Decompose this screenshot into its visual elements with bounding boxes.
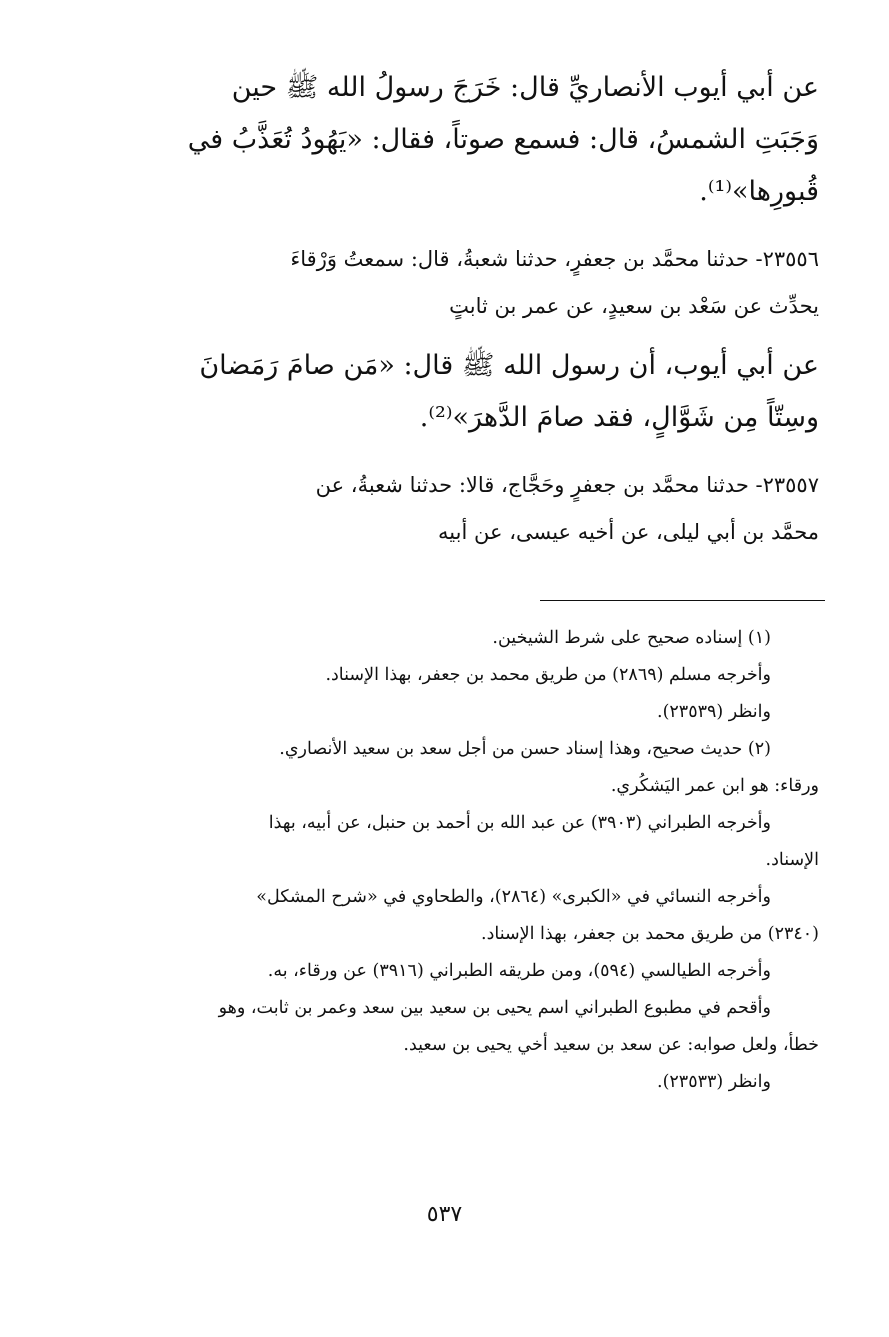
footnote-line: وأخرجه الطبراني (٣٩٠٣) عن عبد الله بن أحمد بن حنبل، عن أبيه، بهذا bbox=[268, 813, 771, 833]
footnote-line: وأخرجه النسائي في «الكبرى» (٢٨٦٤)، والطحاوي في «شرح المشكل» bbox=[256, 887, 771, 907]
footnotes bbox=[64, 620, 819, 1101]
footnote-line: وانظر (٢٣٥٣٩). bbox=[657, 702, 771, 722]
footnote-line: ورقاء: هو ابن عمر اليَشكُري. bbox=[610, 776, 819, 796]
footnote-line: الإسناد. bbox=[765, 850, 819, 870]
text-line: وسِتّاً مِن شَوَّالٍ، فقد صامَ الدَّهرَ»⁽²⁾. bbox=[419, 402, 819, 433]
text-line: محمَّد بن أبي ليلى، عن أخيه عيسى، عن أبيه bbox=[438, 520, 819, 544]
text-line: عن أبي أيوب، أن رسول الله ﷺ قال: «مَن صامَ رَمَضانَ bbox=[199, 350, 819, 381]
text-line: يحدِّث عن سَعْد بن سعيدٍ، عن عمر بن ثابتٍ bbox=[449, 294, 819, 318]
hadith-23557-chain bbox=[64, 462, 819, 556]
footnote-line: خطأ، ولعل صوابه: عن سعد بن سعيد أخي يحيى بن سعيد. bbox=[403, 1035, 819, 1055]
text-line: عن أبي أيوب الأنصاريِّ قال: خَرَجَ رسولُ الله ﷺ حين bbox=[231, 72, 819, 103]
footnote-1: (١) إسناده صحيح على شرط الشيخين. bbox=[492, 628, 771, 648]
page-number: ٥٣٧ bbox=[426, 1202, 463, 1227]
paragraph-ramadan-shawwal bbox=[64, 340, 819, 444]
footnote-line: وأقحم في مطبوع الطبراني اسم يحيى بن سعيد بين سعد وعمر بن ثابت، وهو bbox=[218, 998, 771, 1018]
footnote-line: وانظر (٢٣٥٣٣). bbox=[657, 1072, 771, 1092]
footnote-line: وأخرجه مسلم (٢٨٦٩) من طريق محمد بن جعفر، بهذا الإسناد. bbox=[325, 665, 771, 685]
footnote-separator bbox=[540, 600, 825, 601]
hadith-23556-chain bbox=[64, 236, 819, 330]
footnote-line: (٢٣٤٠) من طريق محمد بن جعفر، بهذا الإسناد. bbox=[481, 924, 819, 944]
text-line: قُبورِها»⁽¹⁾. bbox=[699, 176, 819, 207]
text-line: ٢٣٥٥٧- حدثنا محمَّد بن جعفرٍ وحَجَّاج، قالا: حدثنا شعبةُ، عن bbox=[315, 473, 819, 497]
footnote-line: وأخرجه الطيالسي (٥٩٤)، ومن طريقه الطبراني (٣٩١٦) عن ورقاء، به. bbox=[267, 961, 771, 981]
paragraph-ayyub-sunset bbox=[64, 62, 819, 218]
text-line: ٢٣٥٥٦- حدثنا محمَّد بن جعفرٍ، حدثنا شعبةُ، قال: سمعتُ وَرْقاءَ bbox=[290, 247, 819, 271]
text-line: وَجَبَتِ الشمسُ، قال: فسمع صوتاً، فقال: «يَهُودُ تُعَذَّبُ في bbox=[187, 124, 819, 155]
footnote-2: (٢) حديث صحيح، وهذا إسناد حسن من أجل سعد بن سعيد الأنصاري. bbox=[279, 739, 771, 759]
